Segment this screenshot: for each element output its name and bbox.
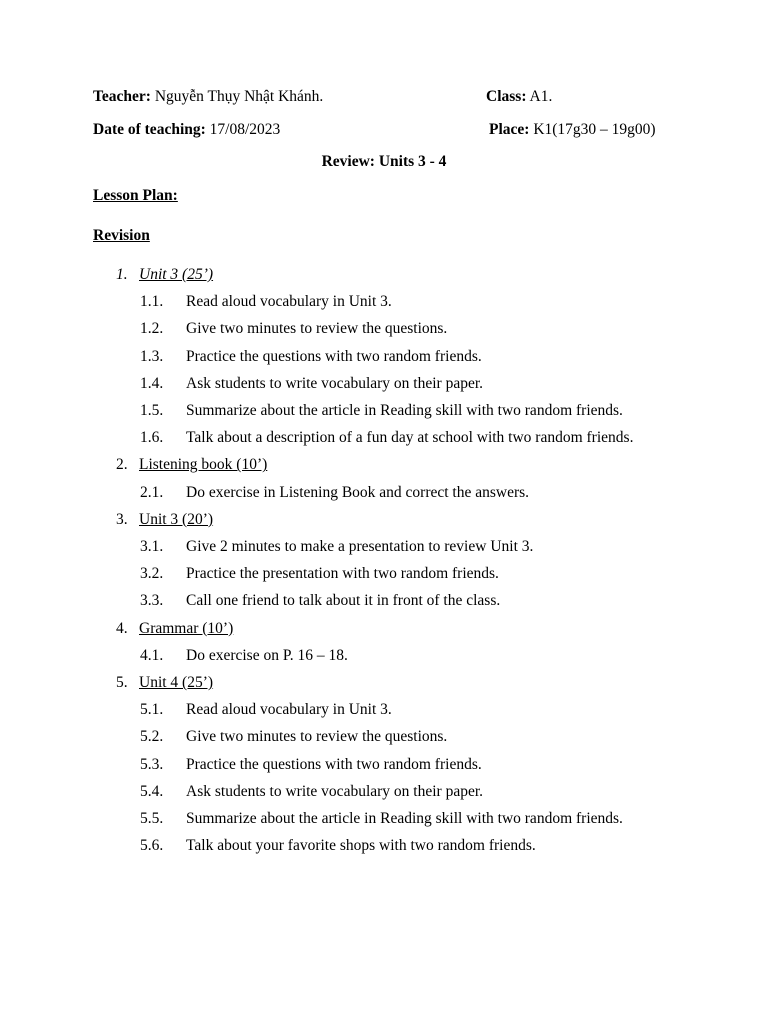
list-item-number: 3.1. bbox=[140, 538, 164, 555]
list-item-text: Give two minutes to review the questions. bbox=[186, 320, 448, 338]
list-item-text: Give two minutes to review the questions. bbox=[186, 728, 448, 746]
list-item bbox=[140, 592, 500, 610]
list-item bbox=[140, 538, 533, 556]
list-item bbox=[140, 484, 529, 502]
section-title bbox=[116, 511, 213, 529]
list-item bbox=[140, 320, 447, 338]
teacher-value: Nguyễn Thụy Nhật Khánh. bbox=[154, 88, 324, 105]
section-title bbox=[116, 620, 233, 638]
list-item-number: 1.6. bbox=[140, 429, 164, 447]
list-item-text: Ask students to write vocabulary on their paper. bbox=[186, 374, 484, 392]
list-item bbox=[140, 375, 483, 393]
list-item-number: 5.5. bbox=[140, 810, 164, 827]
place-value: K1(17g30 – 19g00) bbox=[533, 121, 656, 138]
list-item-number: 1.3. bbox=[140, 347, 164, 365]
list-item-text: Ask students to write vocabulary on their paper. bbox=[186, 782, 484, 800]
teacher-label: Teacher: bbox=[93, 88, 151, 105]
list-item bbox=[140, 810, 623, 828]
list-item bbox=[140, 565, 499, 583]
list-item-number: 1.5. bbox=[140, 402, 164, 419]
list-item-number: 3.3. bbox=[140, 592, 164, 610]
list-item-text: Do exercise on P. 16 – 18. bbox=[186, 646, 348, 664]
list-item bbox=[140, 402, 623, 420]
section-title bbox=[116, 266, 213, 284]
list-item-number: 1.2. bbox=[140, 320, 164, 338]
list-item bbox=[140, 348, 482, 366]
section-number: 3. bbox=[116, 510, 128, 528]
section-number: 5. bbox=[116, 674, 128, 691]
list-item-number: 5.2. bbox=[140, 728, 164, 746]
list-item-number: 5.3. bbox=[140, 755, 164, 773]
list-item-text: Summarize about the article in Reading skill with two random friends. bbox=[186, 402, 623, 419]
lesson-plan-heading: Lesson Plan: bbox=[93, 187, 178, 204]
list-item bbox=[140, 756, 482, 774]
list-item-text: Talk about a description of a fun day at school with two random friends. bbox=[186, 429, 634, 447]
list-item-text: Talk about your favorite shops with two random friends. bbox=[186, 837, 536, 855]
section-number: 1. bbox=[116, 266, 128, 283]
date-value: 17/08/2023 bbox=[209, 121, 281, 138]
list-item bbox=[140, 647, 348, 665]
revision-heading: Revision bbox=[93, 227, 150, 244]
section-label: Unit 3 (25’) bbox=[139, 266, 214, 283]
list-item-number: 2.1. bbox=[140, 483, 164, 501]
list-item-number: 1.1. bbox=[140, 293, 164, 311]
section-title bbox=[116, 674, 213, 692]
list-item-text: Call one friend to talk about it in front of the class. bbox=[186, 592, 501, 610]
date-label: Date of teaching: bbox=[93, 121, 206, 138]
list-item-number: 3.2. bbox=[140, 565, 164, 583]
page-title: Review: Units 3 - 4 bbox=[321, 153, 447, 170]
list-item-number: 5.1. bbox=[140, 701, 164, 719]
list-item bbox=[140, 728, 447, 746]
list-item-text: Practice the questions with two random friends. bbox=[186, 347, 482, 365]
section-label: Unit 3 (20’) bbox=[139, 510, 214, 528]
list-item-number: 1.4. bbox=[140, 374, 164, 392]
section-label: Unit 4 (25’) bbox=[139, 674, 214, 691]
list-item bbox=[140, 701, 392, 719]
class-label: Class: bbox=[486, 88, 527, 105]
list-item-text: Read aloud vocabulary in Unit 3. bbox=[186, 293, 392, 311]
list-item bbox=[140, 293, 392, 311]
section-number: 4. bbox=[116, 619, 128, 637]
section-number: 2. bbox=[116, 456, 128, 474]
section-label: Grammar (10’) bbox=[139, 619, 234, 637]
list-item-number: 5.4. bbox=[140, 782, 164, 800]
list-item-text: Practice the questions with two random friends. bbox=[186, 755, 482, 773]
list-item-text: Read aloud vocabulary in Unit 3. bbox=[186, 701, 392, 719]
class-value: A1. bbox=[529, 88, 553, 105]
list-item-text: Give 2 minutes to make a presentation to review Unit 3. bbox=[186, 538, 534, 555]
list-item bbox=[140, 783, 483, 801]
section-title bbox=[116, 456, 267, 474]
list-item bbox=[140, 429, 633, 447]
list-item bbox=[140, 837, 536, 855]
list-item-text: Summarize about the article in Reading skill with two random friends. bbox=[186, 810, 623, 827]
list-item-text: Do exercise in Listening Book and correct the answers. bbox=[186, 483, 530, 501]
list-item-text: Practice the presentation with two random friends. bbox=[186, 565, 499, 583]
list-item-number: 4.1. bbox=[140, 646, 164, 664]
section-label: Listening book (10’) bbox=[139, 456, 268, 474]
place-label: Place: bbox=[489, 121, 530, 138]
list-item-number: 5.6. bbox=[140, 837, 164, 855]
